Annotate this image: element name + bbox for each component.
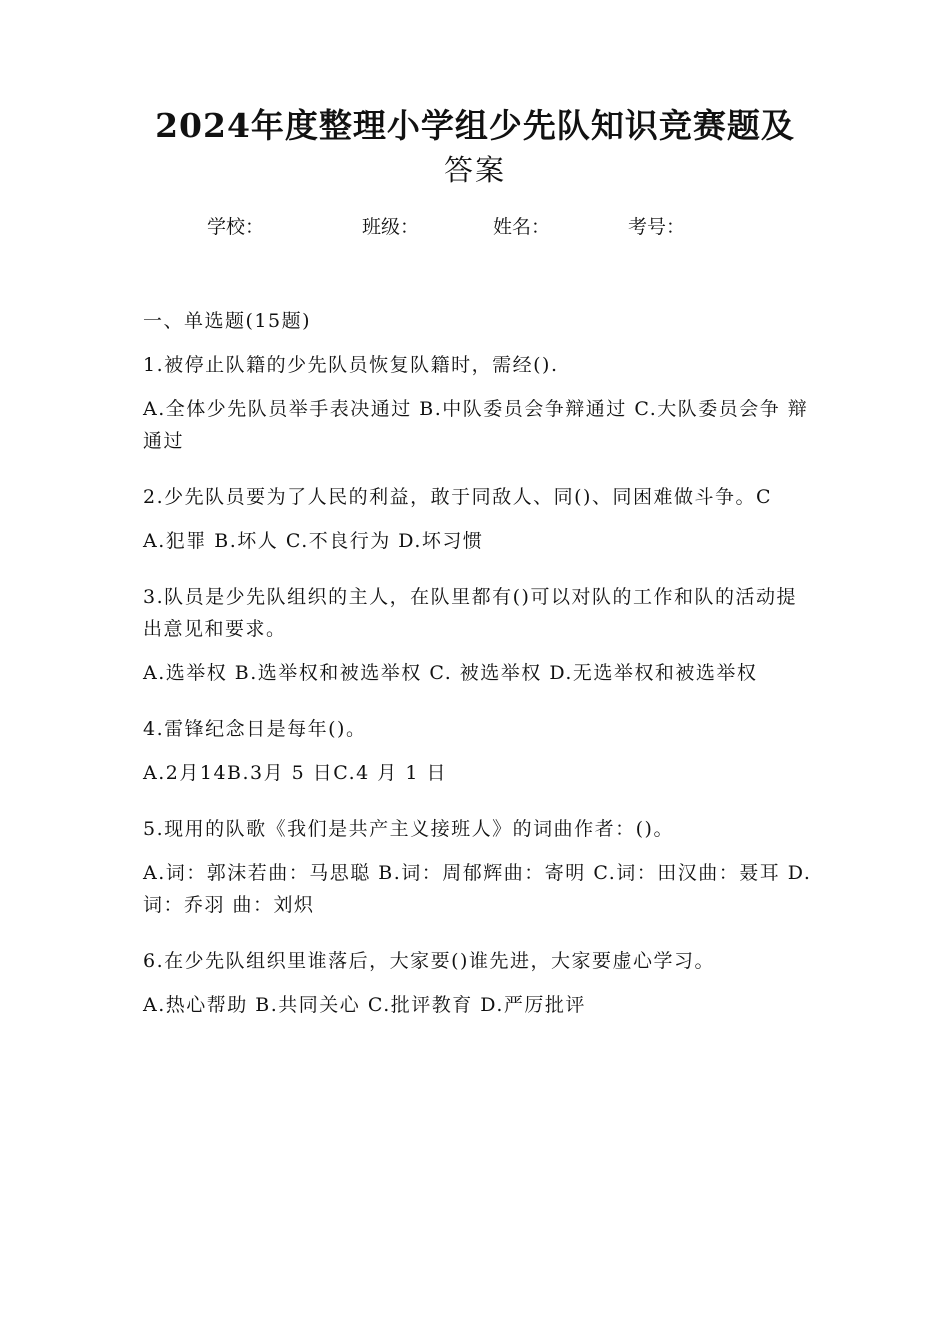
question-item bbox=[143, 349, 813, 457]
question-text: 4.雷锋纪念日是每年()。 bbox=[143, 718, 367, 740]
section-heading: 一、单选题(15题) bbox=[143, 310, 312, 332]
class-label: 班级： bbox=[362, 216, 420, 238]
name-label: 姓名： bbox=[493, 216, 551, 238]
question-options: A.2月14B.3月 5 日C.4 月 1 日 bbox=[143, 762, 447, 784]
question-options: A.犯罪 B.坏人 C.不良行为 D.坏习惯 bbox=[143, 530, 484, 552]
question-options: A.热心帮助 B.共同关心 C.批评教育 D.严厉批评 bbox=[143, 994, 586, 1016]
question-list bbox=[143, 305, 813, 1045]
question-options: A.选举权 B.选举权和被选举权 C. 被选举权 D.无选举权和被选举权 bbox=[143, 662, 758, 684]
document-title: 2024年度整理小学组少先队知识竞赛题及 bbox=[155, 106, 795, 145]
question-item bbox=[143, 945, 813, 1021]
document-title-continued: 答案 bbox=[443, 153, 506, 187]
question-text: 3.队员是少先队组织的主人，在队里都有()可以对队的工作和队的活动提出意见和要求。 bbox=[143, 586, 797, 640]
question-options: A.全体少先队员举手表决通过 B.中队委员会争辩通过 C.大队委员会争 辩通过 bbox=[143, 398, 809, 452]
student-info-row bbox=[0, 212, 950, 242]
question-item bbox=[143, 581, 813, 689]
question-text: 6.在少先队组织里谁落后，大家要()谁先进，大家要虚心学习。 bbox=[143, 950, 715, 972]
exam-number-label: 考号： bbox=[628, 216, 686, 238]
question-text: 1.被停止队籍的少先队员恢复队籍时，需经(). bbox=[143, 354, 559, 376]
question-item bbox=[143, 713, 813, 789]
question-text: 5.现用的队歌《我们是共产主义接班人》的词曲作者：()。 bbox=[143, 818, 674, 840]
school-label: 学校： bbox=[207, 216, 265, 238]
question-options: A.词：郭沫若曲：马思聪 B.词：周郁辉曲：寄明 C.词：田汉曲：聂耳 D.词：乔羽 曲：刘炽 bbox=[143, 862, 812, 916]
question-item bbox=[143, 481, 813, 557]
question-item bbox=[143, 813, 813, 921]
question-text: 2.少先队员要为了人民的利益，敢于同敌人、同()、同困难做斗争。C bbox=[143, 486, 772, 508]
